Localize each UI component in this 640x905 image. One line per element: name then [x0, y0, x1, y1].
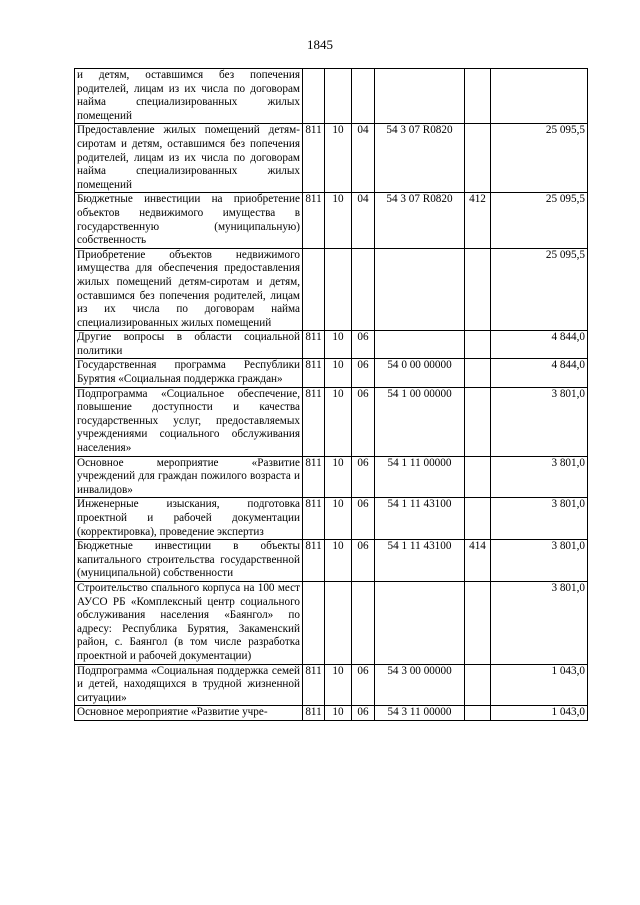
row-target-article-code: 54 3 11 00000 — [375, 706, 465, 721]
row-amount: 3 801,0 — [491, 456, 588, 498]
table-row — [75, 706, 588, 721]
table-row — [75, 69, 588, 124]
row-section-code: 10 — [325, 124, 352, 193]
row-name: Бюджетные инвестиции на приобретение объектов недвижимого имущества в государственную (муниципальную) собственность — [75, 193, 303, 248]
row-ved-code: 811 — [303, 124, 325, 193]
row-amount: 25 095,5 — [491, 248, 588, 331]
row-name: Бюджетные инвестиции в объекты капитального строительства государственной (муниципальной) собственности — [75, 540, 303, 582]
row-expense-type-code — [465, 331, 491, 359]
row-section-code: 10 — [325, 193, 352, 248]
row-target-article-code: 54 1 00 00000 — [375, 387, 465, 456]
row-amount: 3 801,0 — [491, 581, 588, 664]
table-row — [75, 193, 588, 248]
row-subsection-code — [352, 248, 375, 331]
row-expense-type-code — [465, 387, 491, 456]
row-subsection-code: 06 — [352, 359, 375, 387]
table-row — [75, 456, 588, 498]
row-target-article-code — [375, 248, 465, 331]
row-target-article-code — [375, 581, 465, 664]
row-subsection-code: 06 — [352, 331, 375, 359]
row-amount: 3 801,0 — [491, 387, 588, 456]
row-name: Строительство спального корпуса на 100 мест АУСО РБ «Комплексный центр социального обслуживания населения «Баянгол» по адресу: Республика Бурятия, Закаменский район, с. Баянгол (в том числе разработка проектной и рабочей документации) — [75, 581, 303, 664]
row-subsection-code: 04 — [352, 193, 375, 248]
row-subsection-code: 06 — [352, 664, 375, 706]
row-subsection-code: 04 — [352, 124, 375, 193]
row-name: Подпрограмма «Социальная поддержка семей и детей, находящихся в трудной жизненной ситуации» — [75, 664, 303, 706]
table-row — [75, 540, 588, 582]
row-ved-code: 811 — [303, 706, 325, 721]
row-name: и детям, оставшимся без попечения родителей, лицам из их числа по договорам найма специализированных жилых помещений — [75, 69, 303, 124]
row-subsection-code — [352, 581, 375, 664]
row-section-code: 10 — [325, 359, 352, 387]
row-expense-type-code — [465, 248, 491, 331]
row-ved-code: 811 — [303, 540, 325, 582]
row-target-article-code: 54 3 07 R0820 — [375, 124, 465, 193]
row-section-code: 10 — [325, 706, 352, 721]
row-subsection-code: 06 — [352, 540, 375, 582]
row-subsection-code: 06 — [352, 456, 375, 498]
row-amount: 4 844,0 — [491, 331, 588, 359]
row-ved-code: 811 — [303, 664, 325, 706]
row-expense-type-code — [465, 124, 491, 193]
row-section-code: 10 — [325, 331, 352, 359]
row-ved-code — [303, 69, 325, 124]
row-ved-code — [303, 248, 325, 331]
row-expense-type-code — [465, 664, 491, 706]
row-amount: 1 043,0 — [491, 664, 588, 706]
page-number: 1845 — [307, 37, 333, 52]
row-name: Инженерные изыскания, подготовка проектной и рабочей документации (корректировка), проведение экспертиз — [75, 498, 303, 540]
row-section-code — [325, 69, 352, 124]
row-amount: 3 801,0 — [491, 540, 588, 582]
row-ved-code: 811 — [303, 193, 325, 248]
row-name: Основное мероприятие «Развитие учреждений для граждан пожилого возраста и инвалидов» — [75, 456, 303, 498]
budget-table — [74, 68, 588, 721]
row-expense-type-code — [465, 456, 491, 498]
row-subsection-code — [352, 69, 375, 124]
row-target-article-code: 54 3 07 R0820 — [375, 193, 465, 248]
row-ved-code: 811 — [303, 456, 325, 498]
row-name: Государственная программа Республики Бурятия «Социальная поддержка граждан» — [75, 359, 303, 387]
row-subsection-code: 06 — [352, 498, 375, 540]
row-expense-type-code — [465, 706, 491, 721]
table-row — [75, 248, 588, 331]
table-row — [75, 359, 588, 387]
row-expense-type-code: 414 — [465, 540, 491, 582]
row-target-article-code: 54 0 00 00000 — [375, 359, 465, 387]
row-ved-code: 811 — [303, 498, 325, 540]
table-row — [75, 498, 588, 540]
table-row — [75, 387, 588, 456]
row-amount: 3 801,0 — [491, 498, 588, 540]
row-target-article-code: 54 1 11 43100 — [375, 498, 465, 540]
row-target-article-code — [375, 69, 465, 124]
row-expense-type-code — [465, 581, 491, 664]
row-section-code: 10 — [325, 540, 352, 582]
table-row — [75, 124, 588, 193]
row-subsection-code: 06 — [352, 706, 375, 721]
row-ved-code: 811 — [303, 387, 325, 456]
row-name: Приобретение объектов недвижимого имущества для обеспечения предоставления жилых помещений детям-сиротам и детям, оставшимся без попечения родителей, лицам из их числа по договорам найма специализированных жилых помещений — [75, 248, 303, 331]
row-section-code — [325, 581, 352, 664]
table-row — [75, 581, 588, 664]
row-target-article-code: 54 1 11 00000 — [375, 456, 465, 498]
budget-table-body — [75, 69, 588, 721]
row-section-code — [325, 248, 352, 331]
row-ved-code: 811 — [303, 359, 325, 387]
row-section-code: 10 — [325, 456, 352, 498]
row-target-article-code — [375, 331, 465, 359]
row-section-code: 10 — [325, 387, 352, 456]
row-name: Предоставление жилых помещений детям-сиротам и детям, оставшимся без попечения родителей, лицам из их числа по договорам найма специализированных жилых помещений — [75, 124, 303, 193]
row-expense-type-code: 412 — [465, 193, 491, 248]
row-target-article-code: 54 1 11 43100 — [375, 540, 465, 582]
row-amount: 25 095,5 — [491, 193, 588, 248]
row-amount — [491, 69, 588, 124]
row-expense-type-code — [465, 69, 491, 124]
row-section-code: 10 — [325, 664, 352, 706]
row-name: Другие вопросы в области социальной политики — [75, 331, 303, 359]
row-ved-code — [303, 581, 325, 664]
row-subsection-code: 06 — [352, 387, 375, 456]
row-amount: 25 095,5 — [491, 124, 588, 193]
table-row — [75, 331, 588, 359]
row-expense-type-code — [465, 498, 491, 540]
row-ved-code: 811 — [303, 331, 325, 359]
row-amount: 4 844,0 — [491, 359, 588, 387]
table-row — [75, 664, 588, 706]
row-name: Подпрограмма «Социальное обеспечение, повышение доступности и качества государственных услуг, предоставляемых учреждениями социального обслуживания населения» — [75, 387, 303, 456]
row-amount: 1 043,0 — [491, 706, 588, 721]
row-section-code: 10 — [325, 498, 352, 540]
row-expense-type-code — [465, 359, 491, 387]
row-name: Основное мероприятие «Развитие учре- — [75, 706, 303, 721]
row-target-article-code: 54 3 00 00000 — [375, 664, 465, 706]
